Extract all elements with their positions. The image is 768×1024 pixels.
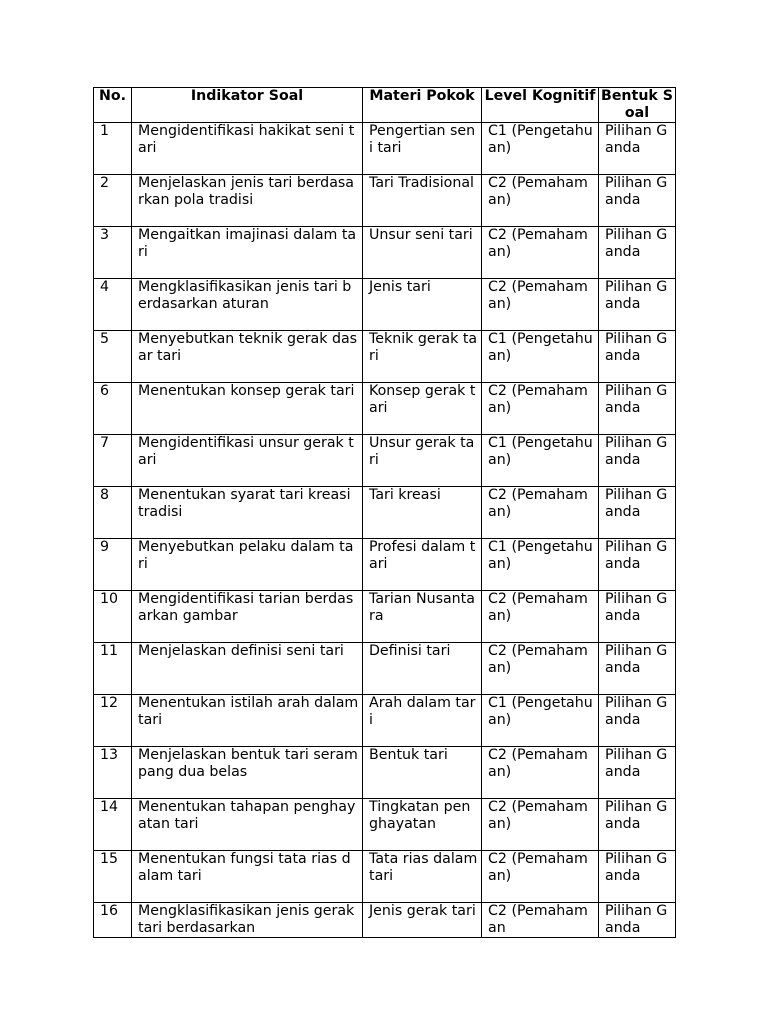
cell-no: 10 bbox=[94, 591, 132, 643]
cell-indikator: Mengklasifikasikan jenis tari berdasarkan aturan bbox=[132, 279, 363, 331]
cell-no: 11 bbox=[94, 643, 132, 695]
cell-level: C2 (Pemahaman) bbox=[482, 487, 599, 539]
table-row bbox=[94, 279, 676, 331]
cell-no: 3 bbox=[94, 227, 132, 279]
table-row bbox=[94, 851, 676, 903]
cell-materi: Bentuk tari bbox=[363, 747, 482, 799]
table-row bbox=[94, 175, 676, 227]
cell-materi: Konsep gerak tari bbox=[363, 383, 482, 435]
cell-no: 2 bbox=[94, 175, 132, 227]
cell-indikator: Mengidentifikasi unsur gerak tari bbox=[132, 435, 363, 487]
cell-level: C1 (Pengetahuan) bbox=[482, 539, 599, 591]
cell-no: 1 bbox=[94, 123, 132, 175]
cell-level: C2 (Pemahaman) bbox=[482, 799, 599, 851]
header-indikator-soal: Indikator Soal bbox=[132, 88, 363, 123]
cell-level: C2 (Pemahaman) bbox=[482, 747, 599, 799]
cell-indikator: Menentukan konsep gerak tari bbox=[132, 383, 363, 435]
kisi-kisi-table bbox=[93, 87, 676, 938]
cell-materi: Unsur seni tari bbox=[363, 227, 482, 279]
cell-no: 12 bbox=[94, 695, 132, 747]
table-row bbox=[94, 747, 676, 799]
cell-bentuk: Pilihan Ganda bbox=[599, 591, 676, 643]
cell-bentuk: Pilihan Ganda bbox=[599, 487, 676, 539]
header-row bbox=[94, 88, 676, 123]
cell-bentuk: Pilihan Ganda bbox=[599, 279, 676, 331]
cell-indikator: Mengklasifikasikan jenis gerak tari berdasarkan bbox=[132, 903, 363, 938]
cell-indikator: Mengidentifikasi hakikat seni tari bbox=[132, 123, 363, 175]
cell-bentuk: Pilihan Ganda bbox=[599, 435, 676, 487]
cell-bentuk: Pilihan Ganda bbox=[599, 643, 676, 695]
cell-no: 16 bbox=[94, 903, 132, 938]
table-row bbox=[94, 383, 676, 435]
cell-bentuk: Pilihan Ganda bbox=[599, 227, 676, 279]
cell-indikator: Menjelaskan jenis tari berdasarkan pola tradisi bbox=[132, 175, 363, 227]
table-row bbox=[94, 591, 676, 643]
cell-level: C1 (Pengetahuan) bbox=[482, 695, 599, 747]
header-no: No. bbox=[94, 88, 132, 123]
header-level-kognitif: Level Kognitif bbox=[482, 88, 599, 123]
cell-level: C2 (Pemahaman) bbox=[482, 227, 599, 279]
table-row bbox=[94, 435, 676, 487]
table-row bbox=[94, 903, 676, 938]
cell-level: C2 (Pemahaman) bbox=[482, 851, 599, 903]
cell-indikator: Menyebutkan teknik gerak dasar tari bbox=[132, 331, 363, 383]
table-row bbox=[94, 227, 676, 279]
cell-materi: Tingkatan penghayatan bbox=[363, 799, 482, 851]
cell-bentuk: Pilihan Ganda bbox=[599, 123, 676, 175]
cell-no: 7 bbox=[94, 435, 132, 487]
cell-materi: Pengertian seni tari bbox=[363, 123, 482, 175]
cell-bentuk: Pilihan Ganda bbox=[599, 331, 676, 383]
cell-no: 5 bbox=[94, 331, 132, 383]
cell-indikator: Menentukan syarat tari kreasi tradisi bbox=[132, 487, 363, 539]
table-row bbox=[94, 539, 676, 591]
cell-no: 4 bbox=[94, 279, 132, 331]
cell-level: C2 (Pemahaman) bbox=[482, 383, 599, 435]
cell-indikator: Menentukan fungsi tata rias dalam tari bbox=[132, 851, 363, 903]
table-row bbox=[94, 487, 676, 539]
cell-indikator: Menjelaskan bentuk tari serampang dua belas bbox=[132, 747, 363, 799]
cell-materi: Profesi dalam tari bbox=[363, 539, 482, 591]
cell-indikator: Mengidentifikasi tarian berdasarkan gambar bbox=[132, 591, 363, 643]
cell-bentuk: Pilihan Ganda bbox=[599, 175, 676, 227]
cell-bentuk: Pilihan Ganda bbox=[599, 747, 676, 799]
table-row bbox=[94, 643, 676, 695]
cell-materi: Tari Tradisional bbox=[363, 175, 482, 227]
cell-materi: Tari kreasi bbox=[363, 487, 482, 539]
cell-materi: Jenis tari bbox=[363, 279, 482, 331]
cell-level: C2 (Pemahaman bbox=[482, 903, 599, 938]
cell-bentuk: Pilihan Ganda bbox=[599, 799, 676, 851]
cell-no: 8 bbox=[94, 487, 132, 539]
cell-indikator: Menentukan istilah arah dalam tari bbox=[132, 695, 363, 747]
cell-level: C1 (Pengetahuan) bbox=[482, 435, 599, 487]
cell-no: 13 bbox=[94, 747, 132, 799]
cell-no: 14 bbox=[94, 799, 132, 851]
cell-materi: Arah dalam tari bbox=[363, 695, 482, 747]
cell-bentuk: Pilihan Ganda bbox=[599, 851, 676, 903]
header-materi-pokok: Materi Pokok bbox=[363, 88, 482, 123]
cell-materi: Tata rias dalam tari bbox=[363, 851, 482, 903]
cell-bentuk: Pilihan Ganda bbox=[599, 539, 676, 591]
cell-no: 6 bbox=[94, 383, 132, 435]
cell-materi: Tarian Nusantara bbox=[363, 591, 482, 643]
cell-materi: Definisi tari bbox=[363, 643, 482, 695]
cell-level: C2 (Pemahaman) bbox=[482, 643, 599, 695]
cell-indikator: Mengaitkan imajinasi dalam tari bbox=[132, 227, 363, 279]
cell-bentuk: Pilihan Ganda bbox=[599, 695, 676, 747]
cell-level: C1 (Pengetahuan) bbox=[482, 123, 599, 175]
cell-level: C2 (Pemahaman) bbox=[482, 279, 599, 331]
cell-materi: Jenis gerak tari bbox=[363, 903, 482, 938]
cell-no: 9 bbox=[94, 539, 132, 591]
cell-level: C1 (Pengetahuan) bbox=[482, 331, 599, 383]
cell-materi: Teknik gerak tari bbox=[363, 331, 482, 383]
cell-indikator: Menjelaskan definisi seni tari bbox=[132, 643, 363, 695]
cell-materi: Unsur gerak tari bbox=[363, 435, 482, 487]
cell-bentuk: Pilihan Ganda bbox=[599, 383, 676, 435]
table-row bbox=[94, 799, 676, 851]
cell-bentuk: Pilihan Ganda bbox=[599, 903, 676, 938]
table-row bbox=[94, 695, 676, 747]
cell-indikator: Menyebutkan pelaku dalam tari bbox=[132, 539, 363, 591]
cell-indikator: Menentukan tahapan penghayatan tari bbox=[132, 799, 363, 851]
cell-level: C2 (Pemahaman) bbox=[482, 175, 599, 227]
cell-level: C2 (Pemahaman) bbox=[482, 591, 599, 643]
table-row bbox=[94, 331, 676, 383]
cell-no: 15 bbox=[94, 851, 132, 903]
header-bentuk-soal: Bentuk Soal bbox=[599, 88, 676, 123]
table-row bbox=[94, 123, 676, 175]
